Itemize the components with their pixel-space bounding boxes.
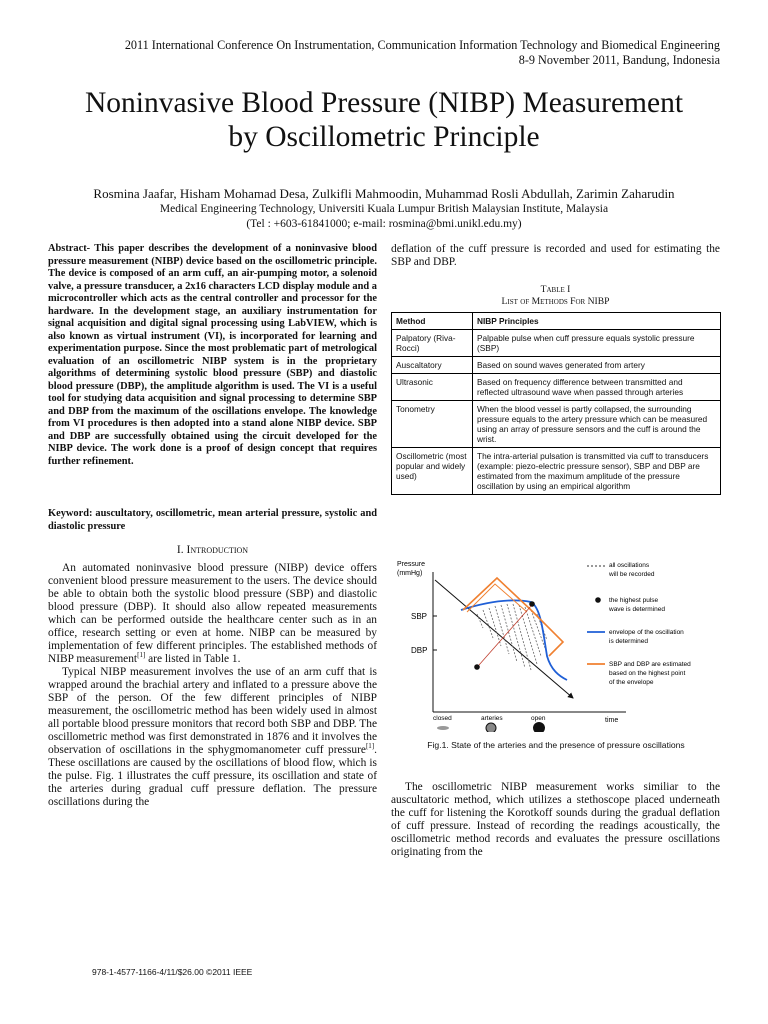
affiliation-contact: (Tel : +603-61841000; e-mail: rosmina@bmi.unikl.edu.my) bbox=[246, 218, 522, 230]
y-axis-unit: (mmHg) bbox=[397, 570, 423, 577]
table-row bbox=[392, 357, 721, 374]
citation-ref: [1] bbox=[365, 742, 375, 751]
dbp-tick-label: DBP bbox=[411, 646, 428, 655]
state-arteries-label: arteries bbox=[481, 715, 503, 722]
oscillation-hatches bbox=[477, 604, 547, 670]
table-header-principles: NIBP Principles bbox=[473, 313, 721, 330]
intro-paragraph-2-tail: . These oscillations are caused by the oscillations of blood flow, which is the pulse. Fig. 1 illustrates the cuff pressure, its oscillation and state of the arteries during gradual cuff pressure deflation. The pressure oscillations during the bbox=[48, 744, 377, 808]
table-row bbox=[392, 448, 721, 495]
paper-title bbox=[40, 86, 728, 154]
artery-open-icon bbox=[533, 722, 545, 732]
figure-1 bbox=[391, 552, 721, 732]
table-label: Table I bbox=[540, 284, 571, 295]
figure-caption: Fig.1. State of the arteries and the presence of pressure oscillations bbox=[427, 740, 685, 750]
table-cell-principle: Based on sound waves generated from artery bbox=[473, 357, 721, 374]
table-title: List of Methods For NIBP bbox=[501, 296, 610, 307]
state-closed-label: closed bbox=[433, 715, 452, 722]
copyright-footer: 978-1-4577-1166-4/11/$26.00 ©2011 IEEE bbox=[92, 967, 253, 977]
table-cell-method: Ultrasonic bbox=[392, 374, 473, 401]
legend-item-4-cont: based on the highest point bbox=[609, 670, 686, 677]
conference-name: 2011 International Conference On Instrumentation, Communication Information Technology and Biomedical Engineering bbox=[124, 38, 720, 52]
artery-partial-icon bbox=[486, 723, 496, 732]
author-list: Rosmina Jaafar, Hisham Mohamad Desa, Zulkifli Mahmoodin, Muhammad Rosli Abdullah, Zarimin Zaharudin bbox=[93, 186, 675, 201]
table-row bbox=[392, 374, 721, 401]
artery-closed-icon bbox=[437, 726, 449, 730]
y-axis-label: Pressure bbox=[397, 561, 426, 568]
table-cell-principle: Palpable pulse when cuff pressure equals systolic pressure (SBP) bbox=[473, 330, 721, 357]
citation-ref: [1] bbox=[137, 651, 146, 660]
table-header-method: Method bbox=[392, 313, 473, 330]
sbp-tick-label: SBP bbox=[411, 612, 428, 621]
section-title: Introduction bbox=[186, 544, 249, 556]
legend-item-3-cont: is determined bbox=[609, 638, 649, 645]
legend-item-4-cont2: of the envelope bbox=[609, 679, 654, 686]
legend-item-4: SBP and DBP are estimated bbox=[609, 661, 691, 668]
table-header-row bbox=[392, 313, 721, 330]
intro-paragraph-1 bbox=[48, 562, 377, 666]
intro-paragraph-2-text: Typical NIBP measurement involves the use of an arm cuff that is wrapped around the brachial artery and inflated to a pressure above the SBP of the person. Of the few different principles of NIBP measurement, the oscillometric method has been widely used in almost all portable blood pressure monitors that record both SBP and DBP. The oscillometric method was first demonstrated in 1876 and it involves the observation of oscillations in the sphygmomanometer cuff pressure bbox=[48, 666, 377, 756]
affiliation-institution: Medical Engineering Technology, Universiti Kuala Lumpur British Malaysian Institute, Malaysia bbox=[159, 203, 609, 215]
introduction-body bbox=[48, 562, 377, 809]
section-heading-introduction bbox=[48, 544, 377, 556]
table-cell-method: Palpatory (Riva-Rocci) bbox=[392, 330, 473, 357]
nibp-methods-table bbox=[391, 312, 721, 495]
dbp-estimate-marker bbox=[531, 610, 563, 656]
legend-point-swatch bbox=[595, 597, 601, 603]
table-row bbox=[392, 401, 721, 448]
legend-item-2-cont: wave is determined bbox=[609, 606, 665, 613]
right-column-continuation: deflation of the cuff pressure is recorded and used for estimating the SBP and DBP. bbox=[391, 243, 720, 268]
cuff-pressure-line bbox=[435, 580, 573, 698]
table-cell-method: Oscillometric (most popular and widely used) bbox=[392, 448, 473, 495]
legend-item-3: envelope of the oscillation bbox=[609, 629, 684, 636]
abstract: Abstract- This paper describes the development of a noninvasive blood pressure measurement (NIBP) device based on the oscillometric principle. The device is composed of an arm cuff, an air-pumping motor, a solenoid valve, a pressure transducer, a 2x16 characters LCD display module and a microcontroller which acts as the central controller and processor for the hardware. In the development stage, an auxiliary instrumentation for signal acquisition and digital signal processing using LabVIEW, which is also known as virtual instrument (VI), is incorporated for learning and experimentation purpose. Since the most problematic part of metrological evaluation of an oscillometric NIBP system is in the proprietary algorithms of determining systolic blood pressure (SBP) and diastolic blood pressure (DBP), the amplitude algorithm is used. The VI is a useful tool for studying data acquisition and signal processing to determine SBP and DBP from the maximum of the oscillations envelope. The knowledge from VI procedures is then adopted into a stand alone NIBP device. SBP and DBP are successfully obtained using the circuit developed for the NIBP device. The work done is a proof of design concept that requires further refinement. bbox=[48, 243, 377, 467]
dbp-point bbox=[474, 664, 480, 670]
right-column-body bbox=[391, 781, 720, 859]
intro-paragraph-1-tail: are listed in Table 1. bbox=[145, 653, 241, 665]
table-cell-principle: When the blood vessel is partly collapsed, the surrounding pressure equals to the artery pressure which can be measured using an array of pressure sensors and the cuff is around the wrist. bbox=[473, 401, 721, 448]
conference-date-location: 8-9 November 2011, Bandung, Indonesia bbox=[518, 53, 720, 67]
table-cell-method: Auscaltatory bbox=[392, 357, 473, 374]
legend-item-2: the highest pulse bbox=[609, 597, 659, 604]
right-paragraph: The oscillometric NIBP measurement works similiar to the auscultatoric method, which utilizes a stethoscope placed underneath the cuff for listening the Korotkoff sounds during the gradual deflation of cuff pressure. Instead of recording the readings acoustically, the oscillometric method records and evaluates the pressure oscillations originating from the bbox=[391, 781, 720, 858]
x-axis-label: time bbox=[605, 717, 619, 724]
keywords: Keyword: auscultatory, oscillometric, mean arterial pressure, systolic and diastolic pressure bbox=[48, 508, 377, 532]
oscillation-diagram bbox=[391, 552, 721, 732]
table-cell-principle: The intra-arterial pulsation is transmitted via cuff to transducers (example: piezo-electric pressure sensor), SBP and DBP are estimated from the maximum amplitude of the pressure oscillation by using an empirical algorithm bbox=[473, 448, 721, 495]
title-line-2: by Oscillometric Principle bbox=[228, 121, 540, 153]
affiliation bbox=[40, 202, 728, 232]
estimate-line bbox=[479, 606, 531, 665]
table-row bbox=[392, 330, 721, 357]
legend-item-1: all oscillations bbox=[609, 562, 650, 569]
legend-item-1-cont: will be recorded bbox=[609, 571, 655, 578]
section-number: I. bbox=[176, 544, 187, 556]
intro-paragraph-2 bbox=[48, 666, 377, 809]
conference-header bbox=[40, 38, 720, 68]
table-cell-method: Tonometry bbox=[392, 401, 473, 448]
table-cell-principle: Based on frequency difference between transmitted and reflected ultrasound wave when passed through arteries bbox=[473, 374, 721, 401]
highest-pulse-point bbox=[529, 601, 535, 607]
table-caption bbox=[391, 284, 720, 308]
intro-paragraph-1-text: An automated noninvasive blood pressure (NIBP) device offers convenient blood pressure measurement to the users. The device should be able to obtain both the systolic blood pressure (SBP) and diastolic blood pressure (DBP). It should also allow repeated measurements which can be performed outside the healthcare center such as in an office, research setting or even at home. NIBP can be measured by implementation of few different principles. The established methods of NIBP measurement bbox=[48, 562, 377, 665]
state-open-label: open bbox=[531, 715, 546, 722]
title-line-1: Noninvasive Blood Pressure (NIBP) Measurement bbox=[84, 87, 684, 119]
